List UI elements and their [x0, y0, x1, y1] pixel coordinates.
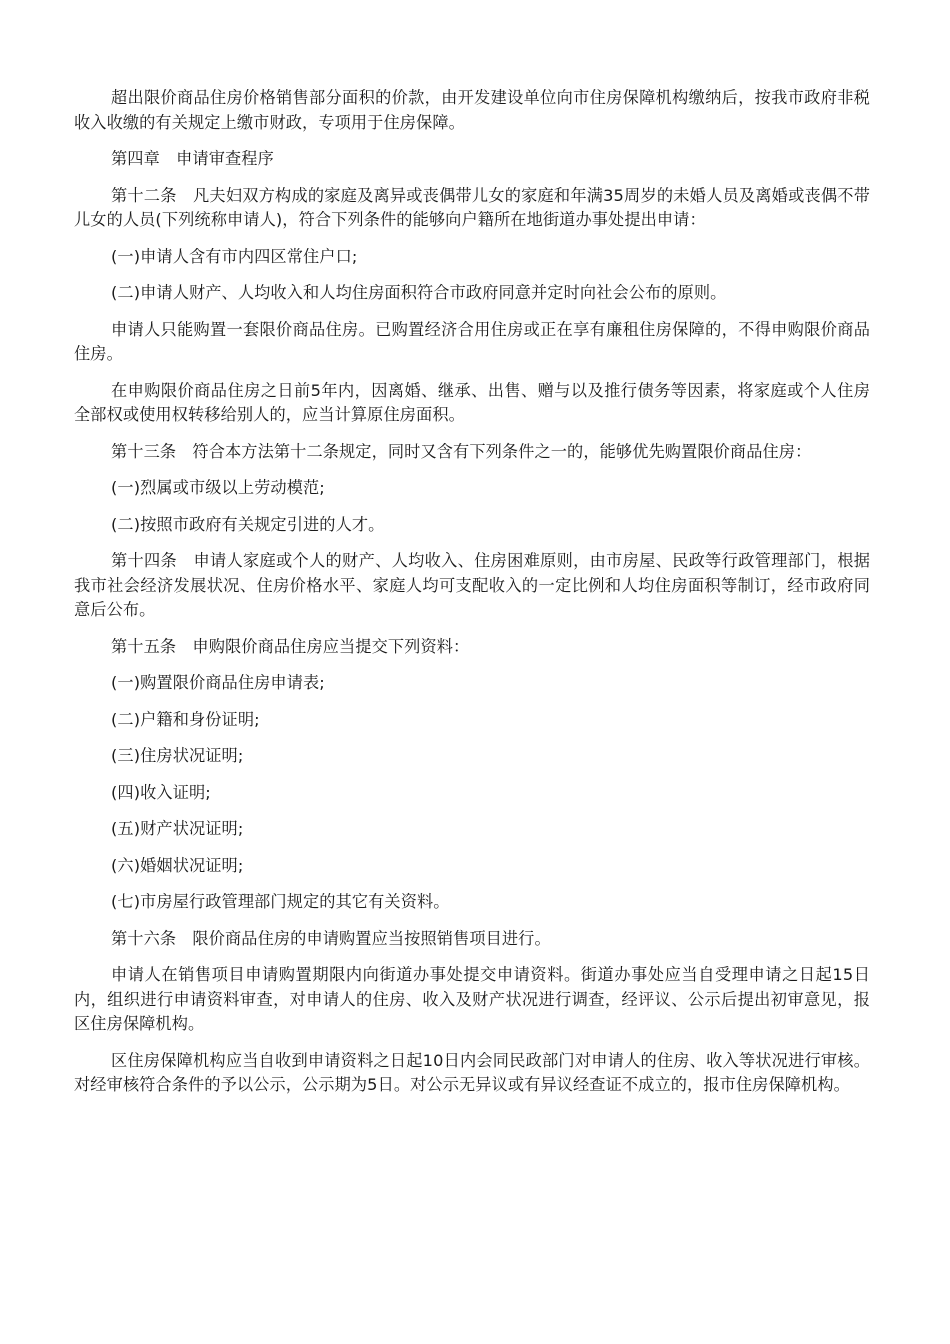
- article-15-item-1: (一)购置限价商品住房申请表;: [111, 673, 325, 692]
- article-15-item-6: (六)婚姻状况证明;: [111, 855, 244, 875]
- paragraph-street-office-review: 申请人在销售项目申请购置期限内向街道办事处提交申请资料。街道办事处应当自受理申请之日起15日内，组织进行申请资料审查，对申请人的住房、收入及财产状况进行调查，经评议、公示后提出初审意见，报区住房保障机构。: [74, 965, 870, 1033]
- article-12: 第十二条 凡夫妇双方构成的家庭及离异或丧偶带儿女的家庭和年满35周岁的未婚人员及离婚或丧偶不带儿女的人员(下列统称申请人)，符合下列条件的能够向户籍所在地街道办事处提出申请：: [74, 185, 870, 229]
- article-14: 第十四条 申请人家庭或个人的财产、人均收入、住房困难原则，由市房屋、民政等行政管理部门，根据我市社会经济发展状况、住房价格水平、家庭人均可支配收入的一定比例和人均住房面积等制订，经市政府同意后公布。: [74, 551, 870, 619]
- article-15: 第十五条 申购限价商品住房应当提交下列资料：: [111, 636, 470, 656]
- article-12-item-2: (二)申请人财产、人均收入和人均住房面积符合市政府同意并定时向社会公布的原则。: [111, 283, 727, 302]
- article-12-item-1: (一)申请人含有市内四区常住户口;: [111, 246, 358, 266]
- article-16: 第十六条 限价商品住房的申请购置应当按照销售项目进行。: [111, 928, 551, 948]
- article-15-item-7: (七)市房屋行政管理部门规定的其它有关资料。: [111, 892, 450, 911]
- article-13-item-2: (二)按照市政府有关规定引进的人才。: [111, 514, 385, 534]
- article-13: 第十三条 符合本方法第十二条规定，同时又含有下列条件之一的，能够优先购置限价商品住房：: [111, 441, 812, 461]
- article-15-item-2: (二)户籍和身份证明;: [111, 709, 260, 729]
- paragraph-district-review: 区住房保障机构应当自收到申请资料之日起10日内会同民政部门对申请人的住房、收入等状况进行审核。对经审核符合条件的予以公示，公示期为5日。对公示无异议或有异议经查证不成立的，报市住房保障机构。: [74, 1050, 870, 1094]
- paragraph-transfer-rule: 在申购限价商品住房之日前5年内，因离婚、继承、出售、赠与以及推行债务等因素，将家庭或个人住房全部权或使用权转移给别人的，应当计算原住房面积。: [74, 380, 870, 424]
- article-15-item-3: (三)住房状况证明;: [111, 746, 244, 765]
- paragraph-price-excess: 超出限价商品住房价格销售部分面积的价款，由开发建设单位向市住房保障机构缴纳后，按我市政府非税收入收缴的有关规定上缴市财政，专项用于住房保障。: [74, 88, 870, 132]
- article-15-item-4: (四)收入证明;: [111, 782, 211, 802]
- article-13-item-1: (一)烈属或市级以上劳动模范;: [111, 478, 325, 497]
- paragraph-one-unit-limit: 申请人只能购置一套限价商品住房。已购置经济合用住房或正在享有廉租住房保障的，不得申购限价商品住房。: [74, 319, 870, 363]
- document-body: [74, 86, 870, 1110]
- chapter-heading: 第四章 申请审查程序: [111, 149, 274, 168]
- article-15-item-5: (五)财产状况证明;: [111, 819, 244, 838]
